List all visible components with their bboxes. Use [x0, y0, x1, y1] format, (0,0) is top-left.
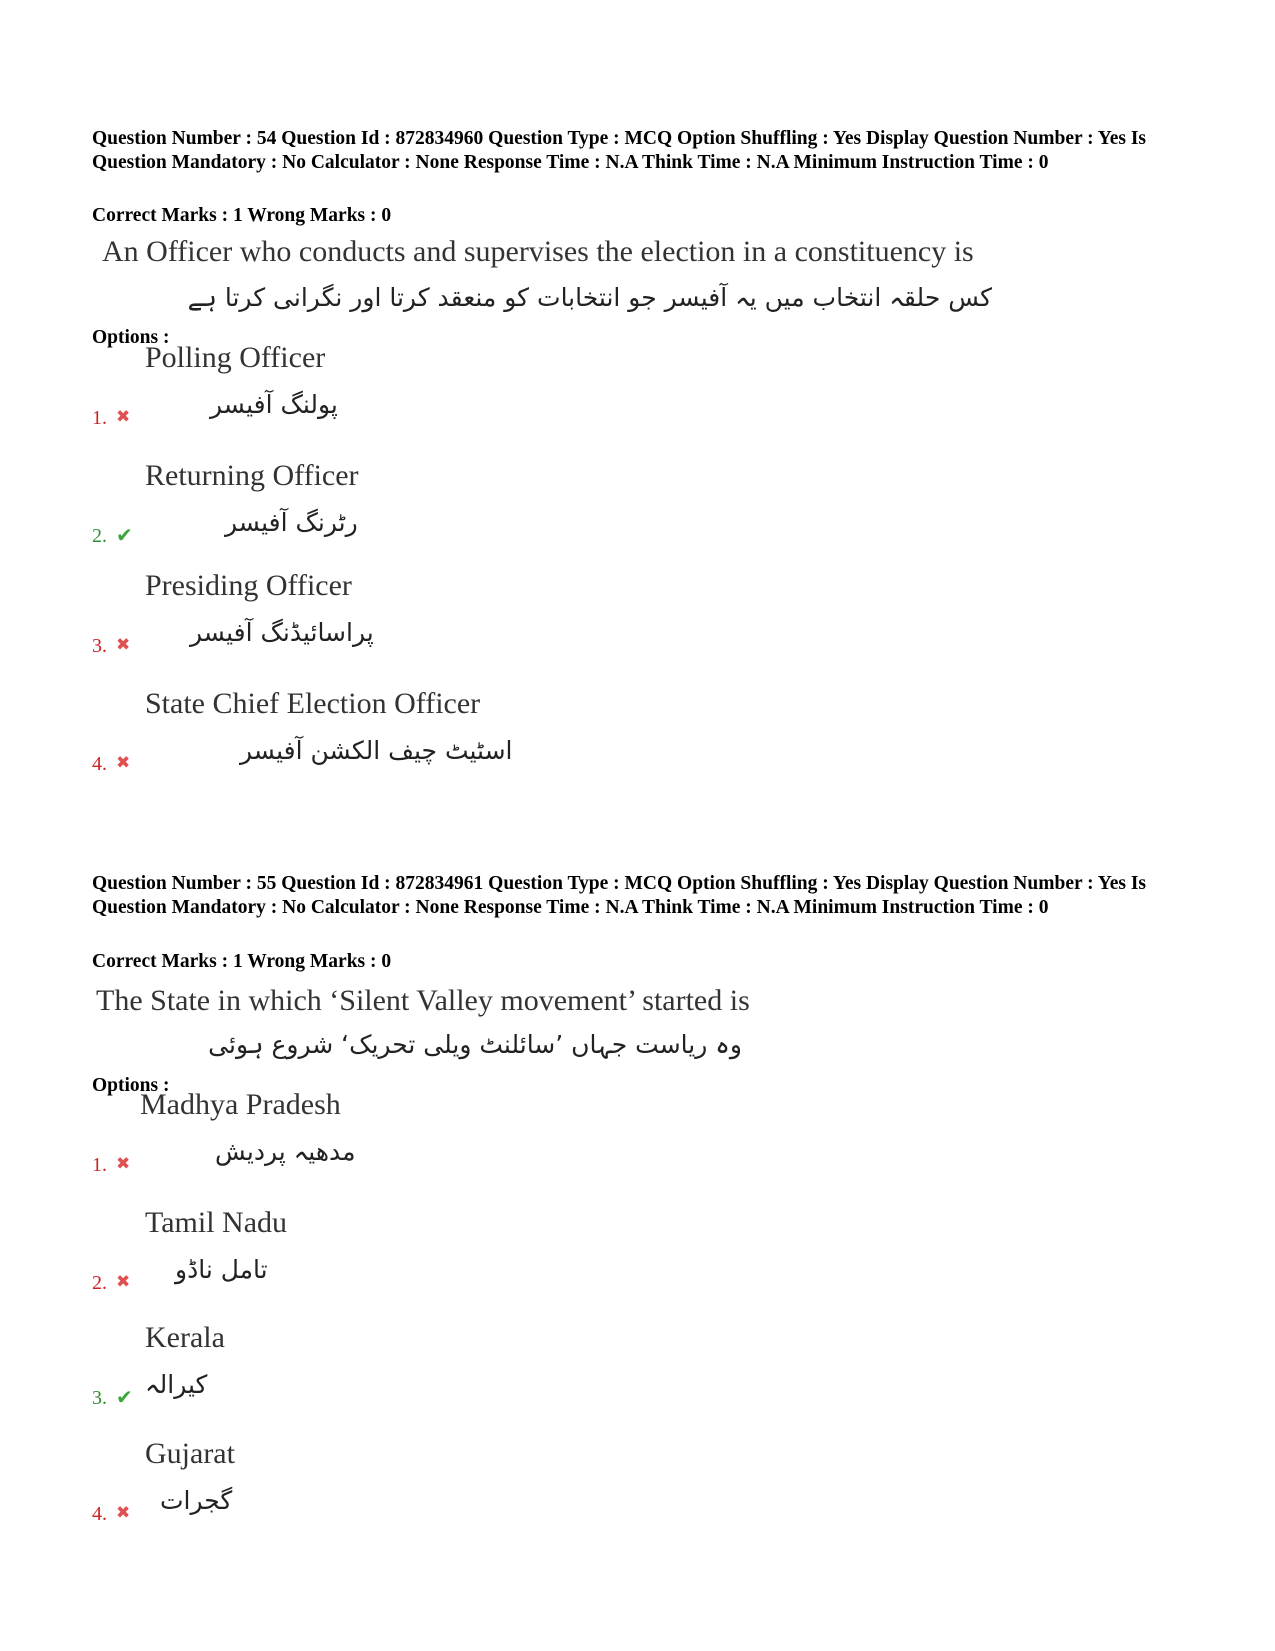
option-text-english: Tamil Nadu: [145, 1206, 288, 1239]
option-number: 2.: [92, 525, 107, 547]
option-text-english: Returning Officer: [145, 459, 359, 492]
option-number: 1.: [92, 407, 107, 429]
cross-icon: ✖: [116, 635, 131, 655]
option-text-english: State Chief Election Officer: [145, 687, 481, 720]
options-label: Options :: [92, 1075, 170, 1096]
option-number: 3.: [92, 1387, 107, 1409]
option-text-urdu: گجرات: [160, 1486, 233, 1515]
option-number: 3.: [92, 635, 107, 657]
option-item: [0, 1205, 700, 1315]
option-number: 1.: [92, 1154, 107, 1176]
option-number: 4.: [92, 1503, 107, 1525]
option-item: [0, 340, 700, 450]
question-block: [0, 0, 1275, 780]
cross-icon: ✖: [116, 1503, 131, 1523]
question-text-urdu: وہ ریاست جہاں ’سائلنٹ ویلی تحریک‘ شروع ہوئی: [208, 1030, 742, 1059]
option-text-english: Presiding Officer: [145, 569, 352, 602]
cross-icon: ✖: [116, 407, 131, 427]
cross-icon: ✖: [116, 1154, 131, 1174]
option-text-urdu: کیرالہ: [145, 1370, 208, 1399]
option-text-urdu: اسٹیٹ چیف الکشن آفیسر: [240, 736, 513, 765]
question-marks: Correct Marks : 1 Wrong Marks : 0: [92, 951, 392, 972]
option-text-english: Gujarat: [145, 1437, 235, 1470]
question-text-urdu: کس حلقہ انتخاب میں یہ آفیسر جو انتخابات کو منعقد کرتا اور نگرانی کرتا ہے: [187, 283, 992, 312]
option-text-urdu: پولنگ آفیسر: [210, 390, 338, 419]
option-text-english: Polling Officer: [145, 341, 326, 374]
question-block: [0, 752, 1275, 1532]
question-text-english: The State in which ‘Silent Valley movement’ started is: [96, 984, 750, 1017]
option-number: 4.: [92, 753, 107, 775]
cross-icon: ✖: [116, 1272, 131, 1292]
question-meta: Question Number : 54 Question Id : 872834960 Question Type : MCQ Option Shuffling : Yes Display Question Number : Yes Is Question Mandatory : No Calculator : None Response Time : N.A Think Time : N.A Minimum Instruction Time : 0: [92, 128, 1147, 173]
option-text-urdu: مدھیہ پردیش: [215, 1137, 356, 1166]
check-icon: ✔: [116, 1385, 133, 1409]
option-item: [0, 1436, 700, 1546]
option-text-english: Madhya Pradesh: [140, 1088, 341, 1121]
options-label: Options :: [92, 327, 170, 348]
option-text-urdu: تامل ناڈو: [175, 1255, 268, 1284]
option-item: [0, 458, 700, 568]
option-item: [0, 1320, 700, 1430]
cross-icon: ✖: [116, 753, 131, 773]
option-text-english: Kerala: [145, 1321, 225, 1354]
option-number: 2.: [92, 1272, 107, 1294]
question-meta: Question Number : 55 Question Id : 872834961 Question Type : MCQ Option Shuffling : Yes Display Question Number : Yes Is Question Mandatory : No Calculator : None Response Time : N.A Think Time : N.A Minimum Instruction Time : 0: [92, 873, 1147, 918]
question-marks: Correct Marks : 1 Wrong Marks : 0: [92, 205, 392, 226]
option-text-urdu: رٹرنگ آفیسر: [225, 508, 358, 537]
option-item: [0, 1087, 700, 1197]
option-item: [0, 568, 700, 678]
check-icon: ✔: [116, 523, 133, 547]
option-text-urdu: پراسائیڈنگ آفیسر: [190, 618, 374, 647]
question-text-english: An Officer who conducts and supervises the election in a constituency is: [102, 235, 974, 268]
